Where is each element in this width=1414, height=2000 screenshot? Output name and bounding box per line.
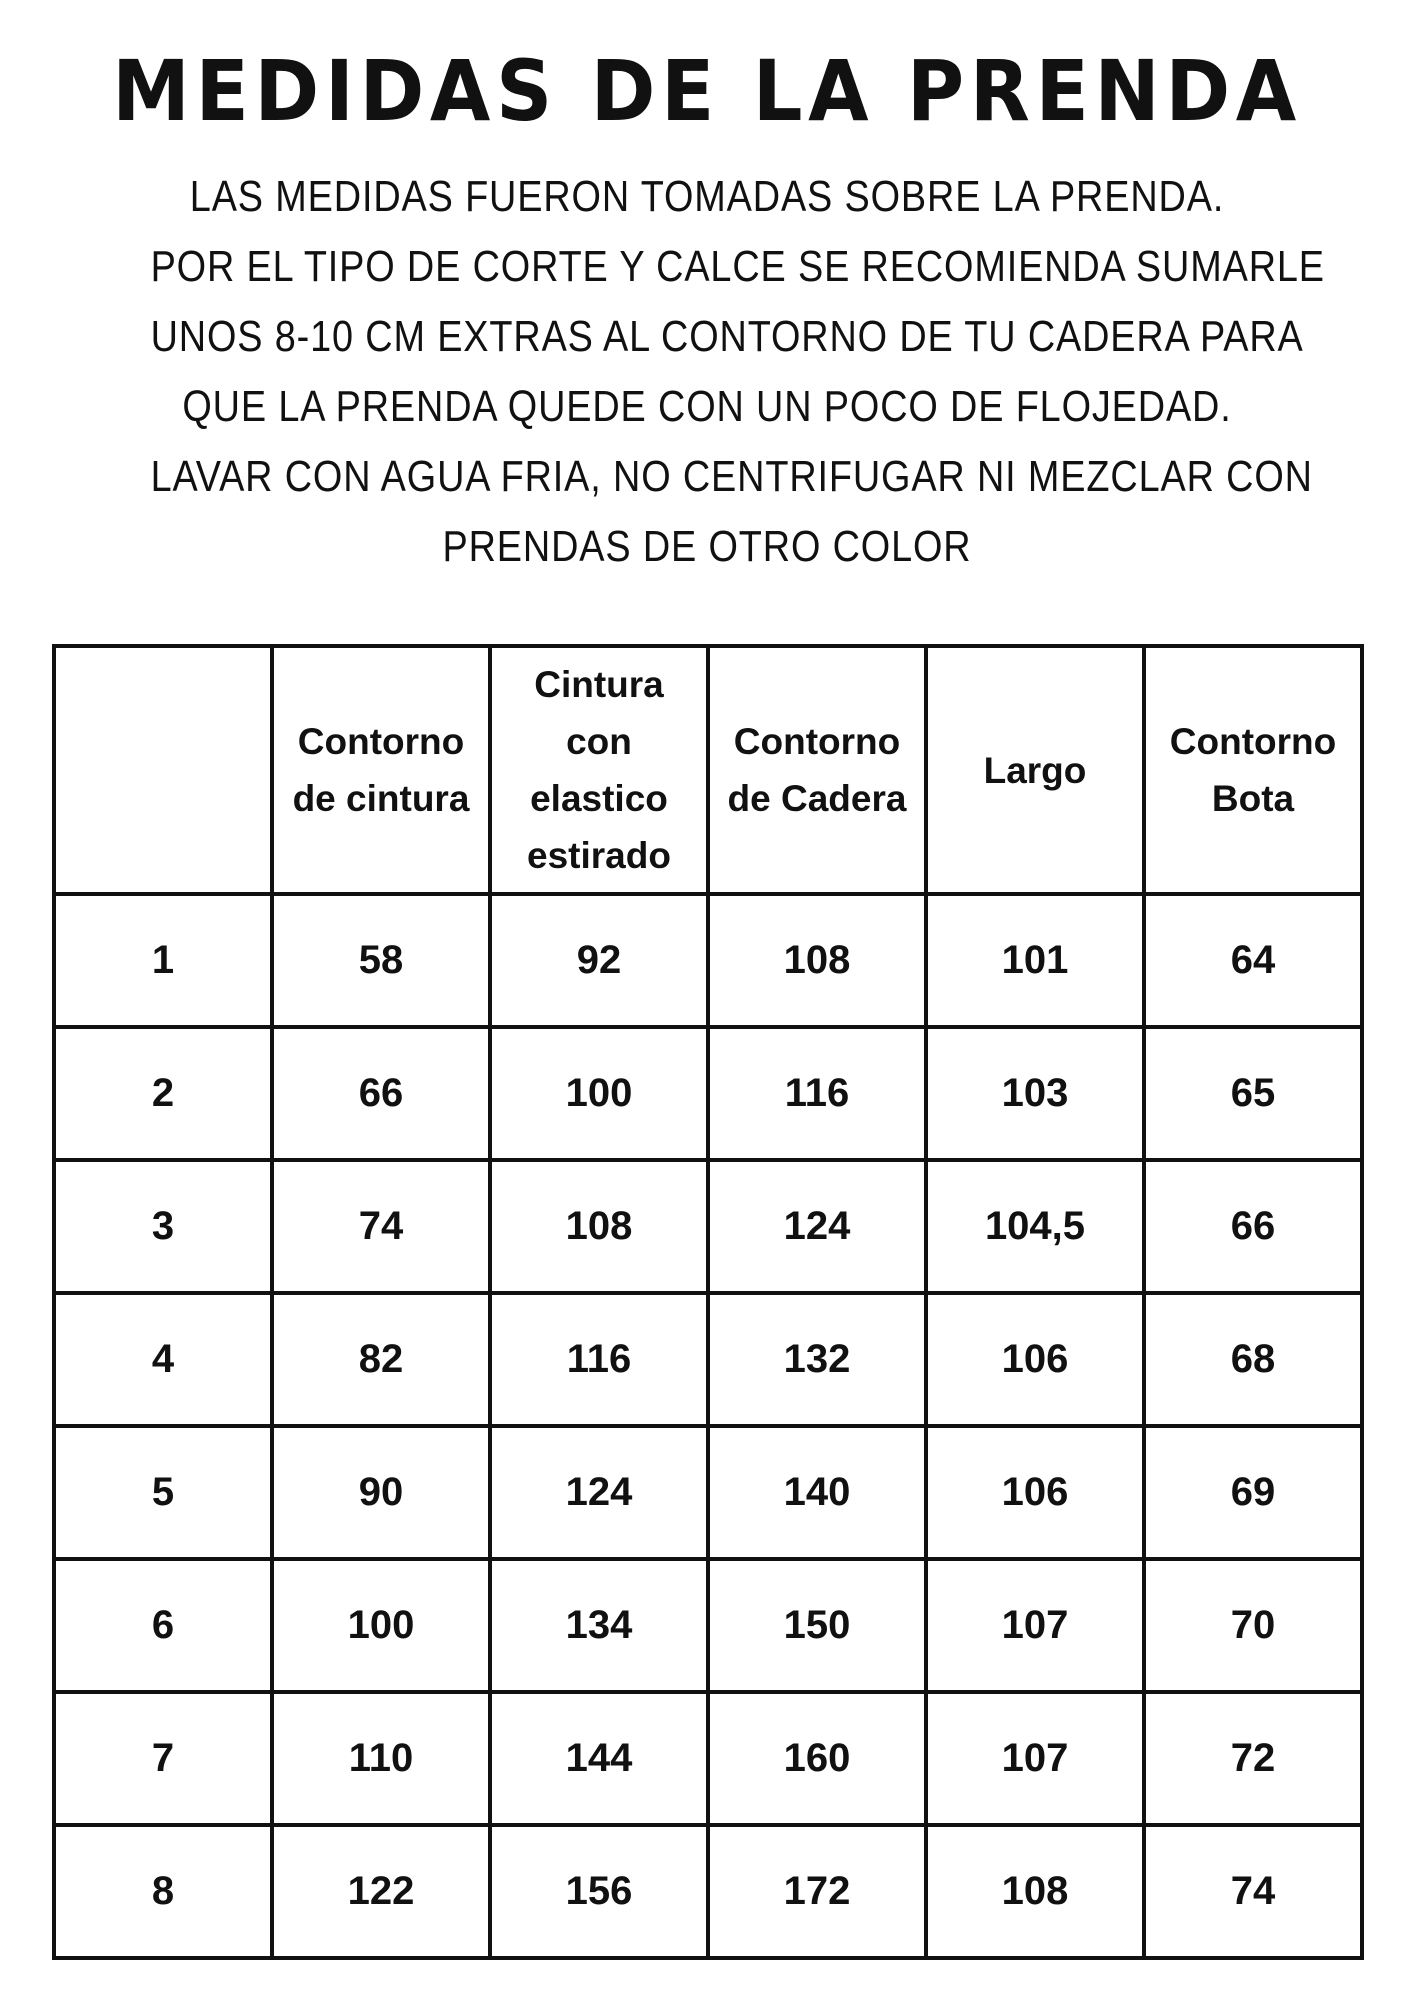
- cell-contorno-cadera: 150: [708, 1559, 926, 1692]
- table-row: [54, 1692, 1362, 1825]
- page-title: MEDIDAS DE LA PRENDA: [112, 42, 1302, 140]
- header-cintura-elastico: [490, 646, 708, 894]
- care-instructions: [60, 162, 1354, 582]
- cell-cintura-elastico: 116: [490, 1293, 708, 1426]
- cell-largo: 106: [926, 1426, 1144, 1559]
- cell-size: 3: [54, 1160, 272, 1293]
- cell-contorno-bota: 72: [1144, 1692, 1362, 1825]
- note-line: POR EL TIPO DE CORTE Y CALCE SE RECOMIENDA SUMARLE: [150, 242, 1325, 291]
- cell-contorno-cadera: 116: [708, 1027, 926, 1160]
- table-row: [54, 894, 1362, 1027]
- cell-contorno-cintura: 66: [272, 1027, 490, 1160]
- cell-size: 6: [54, 1559, 272, 1692]
- cell-contorno-cadera: 160: [708, 1692, 926, 1825]
- cell-cintura-elastico: 134: [490, 1559, 708, 1692]
- header-line: Contorno: [297, 721, 465, 762]
- cell-contorno-cintura: 110: [272, 1692, 490, 1825]
- cell-contorno-cintura: 82: [272, 1293, 490, 1426]
- header-line: estirado: [527, 835, 671, 876]
- note-line: QUE LA PRENDA QUEDE CON UN POCO DE FLOJEDAD.: [182, 382, 1232, 431]
- table-header-row: [54, 646, 1362, 894]
- cell-cintura-elastico: 100: [490, 1027, 708, 1160]
- header-line: Bota: [1211, 778, 1295, 819]
- header-line: de Cadera: [727, 778, 907, 819]
- header-line: con: [566, 721, 632, 762]
- cell-contorno-cintura: 100: [272, 1559, 490, 1692]
- cell-contorno-bota: 69: [1144, 1426, 1362, 1559]
- cell-largo: 106: [926, 1293, 1144, 1426]
- table-row: [54, 1825, 1362, 1958]
- cell-cintura-elastico: 92: [490, 894, 708, 1027]
- cell-largo: 104,5: [926, 1160, 1144, 1293]
- header-line: Contorno: [1169, 721, 1337, 762]
- cell-cintura-elastico: 108: [490, 1160, 708, 1293]
- cell-size: 4: [54, 1293, 272, 1426]
- cell-size: 5: [54, 1426, 272, 1559]
- cell-contorno-cintura: 122: [272, 1825, 490, 1958]
- header-line: Cintura: [534, 664, 664, 705]
- cell-largo: 103: [926, 1027, 1144, 1160]
- cell-contorno-cadera: 140: [708, 1426, 926, 1559]
- cell-largo: 108: [926, 1825, 1144, 1958]
- header-contorno-cadera: [708, 646, 926, 894]
- cell-contorno-cintura: 74: [272, 1160, 490, 1293]
- cell-contorno-cintura: 58: [272, 894, 490, 1027]
- table-row: [54, 1293, 1362, 1426]
- cell-size: 1: [54, 894, 272, 1027]
- note-line: PRENDAS DE OTRO COLOR: [442, 522, 972, 571]
- cell-size: 2: [54, 1027, 272, 1160]
- cell-cintura-elastico: 156: [490, 1825, 708, 1958]
- note-line: LAS MEDIDAS FUERON TOMADAS SOBRE LA PRENDA.: [189, 172, 1225, 221]
- cell-contorno-bota: 66: [1144, 1160, 1362, 1293]
- table-row: [54, 1426, 1362, 1559]
- cell-largo: 101: [926, 894, 1144, 1027]
- header-line: Largo: [983, 749, 1087, 791]
- cell-contorno-bota: 65: [1144, 1027, 1362, 1160]
- cell-cintura-elastico: 144: [490, 1692, 708, 1825]
- cell-largo: 107: [926, 1559, 1144, 1692]
- header-contorno-cintura: [272, 646, 490, 894]
- table-row: [54, 1027, 1362, 1160]
- header-line: Contorno: [733, 721, 901, 762]
- cell-contorno-cadera: 172: [708, 1825, 926, 1958]
- cell-contorno-cintura: 90: [272, 1426, 490, 1559]
- header-largo: [926, 646, 1144, 894]
- cell-contorno-bota: 64: [1144, 894, 1362, 1027]
- cell-cintura-elastico: 124: [490, 1426, 708, 1559]
- measurements-table: [52, 644, 1364, 1960]
- header-size: [54, 646, 272, 894]
- cell-largo: 107: [926, 1692, 1144, 1825]
- header-line: de cintura: [292, 778, 470, 819]
- cell-contorno-bota: 68: [1144, 1293, 1362, 1426]
- cell-contorno-cadera: 132: [708, 1293, 926, 1426]
- cell-contorno-cadera: 108: [708, 894, 926, 1027]
- cell-size: 7: [54, 1692, 272, 1825]
- cell-contorno-bota: 74: [1144, 1825, 1362, 1958]
- note-line: LAVAR CON AGUA FRIA, NO CENTRIFUGAR NI MEZCLAR CON: [150, 452, 1313, 501]
- table-row: [54, 1559, 1362, 1692]
- note-line: UNOS 8-10 CM EXTRAS AL CONTORNO DE TU CADERA PARA: [150, 312, 1304, 361]
- cell-size: 8: [54, 1825, 272, 1958]
- cell-contorno-bota: 70: [1144, 1559, 1362, 1692]
- header-contorno-bota: [1144, 646, 1362, 894]
- table-row: [54, 1160, 1362, 1293]
- header-line: elastico: [530, 778, 668, 819]
- cell-contorno-cadera: 124: [708, 1160, 926, 1293]
